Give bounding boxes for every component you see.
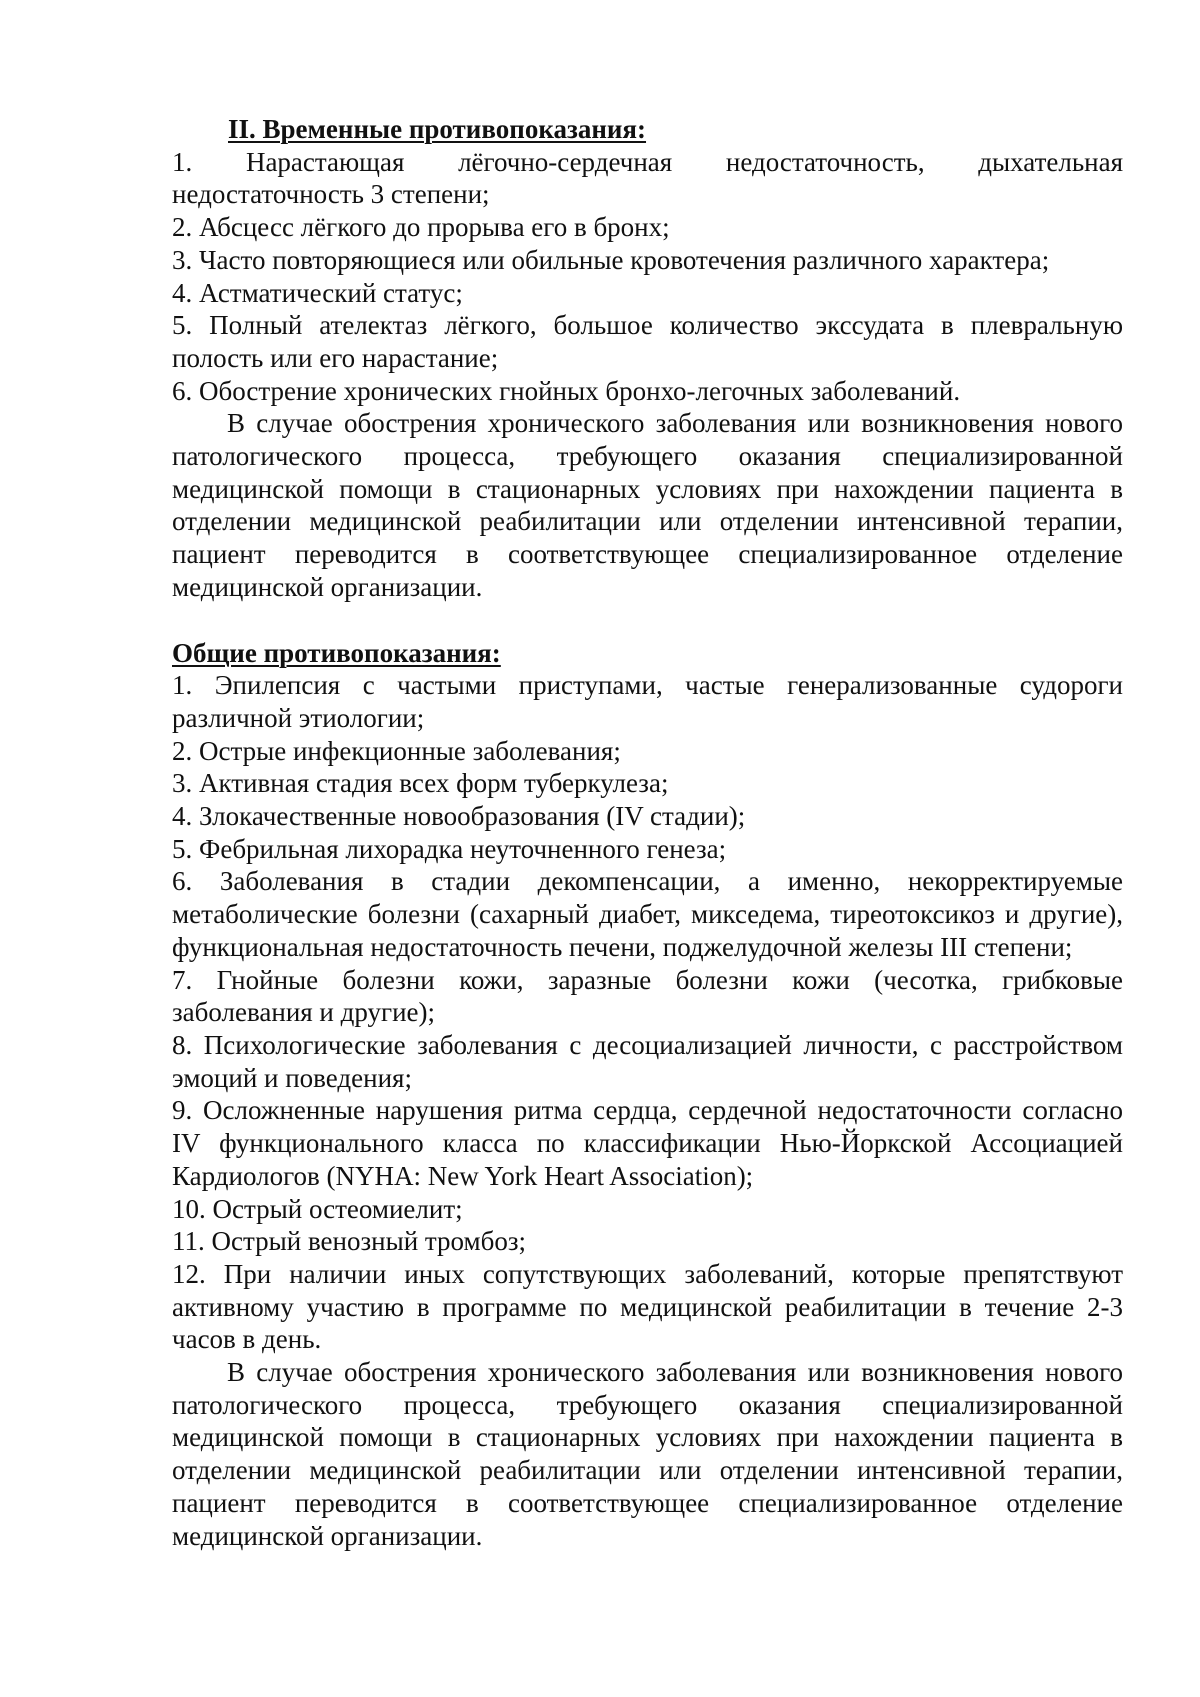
list-item: 3. Активная стадия всех форм туберкулеза; — [172, 768, 669, 799]
list-item: 5. Фебрильная лихорадка неуточненного генеза; — [172, 833, 727, 864]
list-item: 11. Острый венозный тромбоз; — [172, 1226, 527, 1257]
list-item: 2. Абсцесс лёгкого до прорыва его в бронх; — [172, 212, 670, 243]
document-body — [172, 113, 1123, 1552]
list-item: 2. Острые инфекционные заболевания; — [172, 735, 621, 766]
section-note-paragraph: В случае обострения хронического заболевания или возникновения нового патологического процесса, требующего оказания специализированной медицинской помощи в стационарных условиях при нахождении пациента в отделении медицинской реабилитации или отделении интенсивной терапии, пациент переводится в соответствующее специализированное отделение медицинской организации. — [172, 1357, 1123, 1551]
list-item: 1. Нарастающая лёгочно-сердечная недостаточность, дыхательная недостаточность 3 степени; — [172, 146, 1123, 210]
list-item: 7. Гнойные болезни кожи, заразные болезни кожи (чесотка, грибковые заболевания и другие); — [172, 964, 1123, 1028]
list-item: 6. Заболевания в стадии декомпенсации, а именно, некорректируемые метаболические болезни (сахарный диабет, микседема, тиреотоксикоз и другие), функциональная недостаточность печени, поджелудочной железы III степени; — [172, 866, 1123, 962]
section-spacer — [172, 604, 1123, 637]
section-note-paragraph: В случае обострения хронического заболевания или возникновения нового патологического процесса, требующего оказания специализированной медицинской помощи в стационарных условиях при нахождении пациента в отделении медицинской реабилитации или отделении интенсивной терапии, пациент переводится в соответствующее специализированное отделение медицинской организации. — [172, 408, 1123, 602]
list-item: 3. Часто повторяющиеся или обильные кровотечения различного характера; — [172, 244, 1050, 275]
list-item: 12. При наличии иных сопутствующих заболеваний, которые препятствуют активному участию в программе по медицинской реабилитации в течение 2-3 часов в день. — [172, 1258, 1123, 1355]
list-item: 10. Острый остеомиелит; — [172, 1193, 463, 1224]
list-item: 6. Обострение хронических гнойных бронхо-легочных заболеваний. — [172, 375, 961, 406]
list-item: 1. Эпилепсия с частыми приступами, частые генерализованные судороги различной этиологии; — [172, 670, 1123, 733]
list-item: 4. Злокачественные новообразования (IV стадии); — [172, 801, 746, 832]
section-heading: Общие противопоказания: — [172, 637, 501, 668]
list-item: 8. Психологические заболевания с десоциализацией личности, с расстройством эмоций и поведения; — [172, 1029, 1123, 1093]
section-general-contraindications — [172, 637, 1123, 1553]
section-temporary-heading-row — [172, 113, 1123, 146]
section-general-heading-row — [172, 637, 1123, 670]
section-heading: II. Временные противопоказания: — [228, 114, 647, 144]
list-item: 5. Полный ателектаз лёгкого, большое количество экссудата в плевральную полость или его нарастание; — [172, 310, 1123, 373]
list-item: 9. Осложненные нарушения ритма сердца, сердечной недостаточности согласно IV функционального класса по классификации Нью-Йоркской Ассоциацией Кардиологов (NYHA: New York Heart Association); — [172, 1095, 1123, 1191]
section-temporary-contraindications — [172, 113, 1123, 604]
list-item: 4. Астматический статус; — [172, 277, 463, 308]
